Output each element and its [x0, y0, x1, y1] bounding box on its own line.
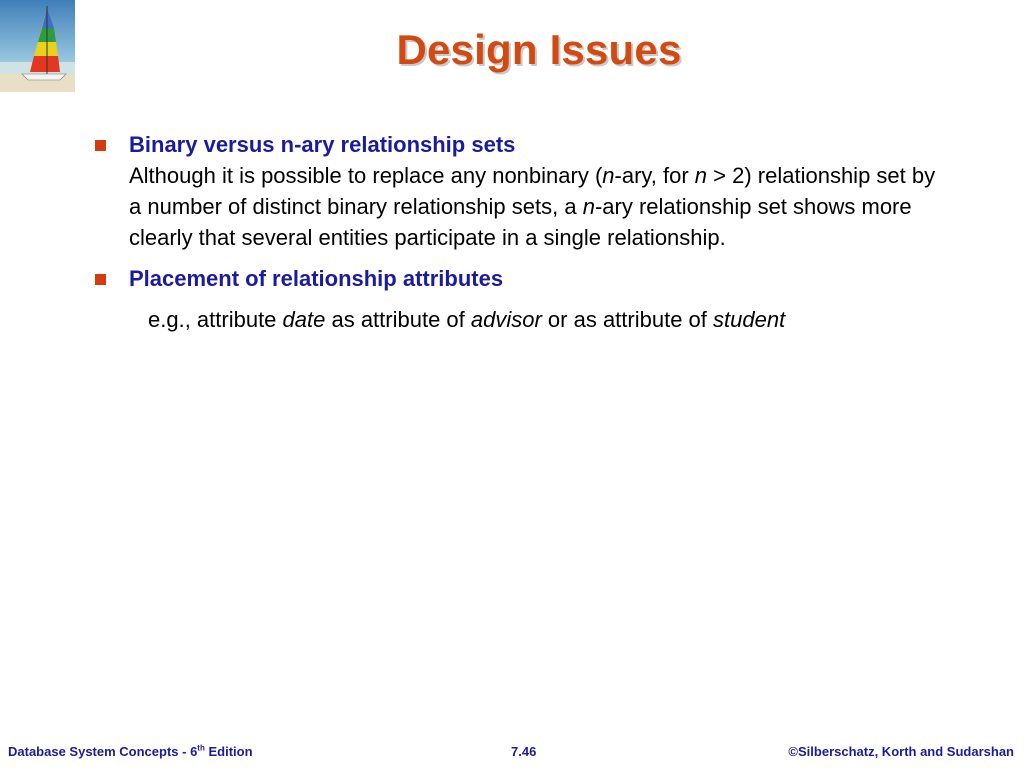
- example-line: e.g., attribute date as attribute of advisor or as attribute of student: [148, 307, 786, 332]
- page-title: Design Issues: [396, 26, 682, 73]
- bullet-item: [92, 129, 952, 253]
- square-bullet-icon: [95, 140, 106, 151]
- bullet-heading: Binary versus n-ary relationship sets: [129, 132, 516, 157]
- bullet-item: [92, 263, 952, 335]
- footer-copyright: ©Silberschatz, Korth and Sudarshan: [788, 744, 1014, 759]
- square-bullet-icon: [95, 274, 106, 285]
- bullet-heading: Placement of relationship attributes: [129, 266, 504, 291]
- bullet-body: Although it is possible to replace any nonbinary (n-ary, for n > 2) relationship set by a number of distinct binary relationship sets, a n-ary relationship set shows more clearly that several entities participate in a single relationship.: [129, 163, 936, 250]
- page-number: 7.46: [511, 744, 537, 759]
- slide-content: [92, 129, 952, 335]
- footer-book-title: Database System Concepts - 6th Edition: [8, 743, 253, 759]
- footer: [0, 744, 1024, 762]
